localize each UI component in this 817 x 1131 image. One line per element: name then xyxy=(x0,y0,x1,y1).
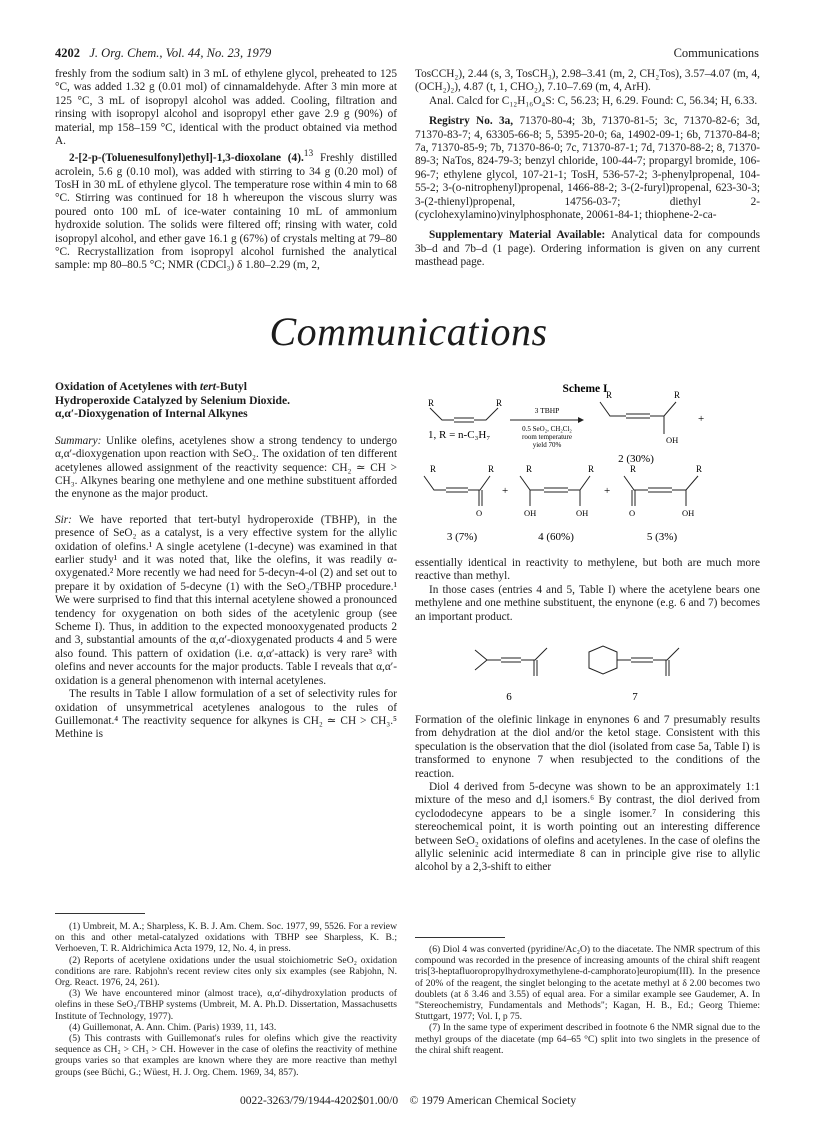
analysis: Anal. Calcd for C₁₂H₁₆O₄S: C, 56.23; H, 6.29. Found: C, 56.34; H, 6.33. xyxy=(429,94,758,107)
paragraph xyxy=(55,514,397,688)
registry-text: 71370-80-4; 3b, 71370-81-5; 3c, 71370-82-6; 3d, 71370-83-7; 4, 63305-66-8; 5, 5395-20-0; 6a, 14902-09-1; 6b, 71370-84-8; 7a, 71370-85-9; 7b, 71370-86-0; 7c, 71370-87-1; 7d, 71370-88-2; 8, 71370-89-3; NaTos, 824-79-3; benzyl chloride, 100-44-7; propargyl bromide, 106-96-7; ethylene glycol, 107-21-1; TosH, 536-57-2; 3-phenylpropenal, 104-55-2; 3-(o-nitrophenyl)propenal, 1466-88-2; 3-(2-furyl)propenal, 623-30-3; 3-(2-thienyl)propenal, 14756-03-7; diethyl 2-(cyclohexylamino)vinylphosphonate, 20061-84-1; thiophene-2-ca- xyxy=(415,115,760,222)
summary xyxy=(55,435,397,502)
running-header xyxy=(55,46,271,61)
compound-6-label: 6 xyxy=(506,691,512,703)
registry-heading: Registry No. 3a, xyxy=(429,115,514,128)
article-title xyxy=(55,380,397,421)
compound-5-structure xyxy=(624,476,698,506)
plus-sign: + xyxy=(502,485,509,497)
paragraph-text: We have reported that tert-butyl hydroperoxide (TBHP), in the presence of SeO₂ as a catalyst, is a very effective system for the allylic oxidation of olefins.¹ A single acetylene (1-decyne) was examined in that earlier study¹ and it was noted that, like the olefins, it was readily α-oxygenated.² More recently we had need for 5-decyn-4-ol (2) and set out to prepare it by oxidation of 5-decyne (1) with the SeO₂/TBHP procedure.¹ We were surprised to find that this internal acetylene showed a pronounced tendency for oxygenation on both sides of the acetylenic group (see Scheme I). Thus, in addition to the expected monooxygenated products 2 and 3, substantial amounts of the α,α′-dioxygenated products 4 and 5 were also found. This pattern of oxidation (i.e. α,α′-attack) is very rare³ with olefins and never accounts for the major products. Table I reveals that α,α′-oxidation is a general phenomenon with internal acetylenes. xyxy=(55,513,397,687)
section-header: Communications xyxy=(673,46,759,60)
compound-heading: 2-[2-p-(Toluenesulfonyl)ethyl]-1,3-dioxolane (4). xyxy=(69,152,304,165)
right-top-column xyxy=(415,68,760,270)
plus-sign: + xyxy=(698,413,705,425)
footer xyxy=(240,1095,576,1107)
r-group-label: R xyxy=(674,390,681,400)
paragraph: Formation of the olefinic linkage in enynones 6 and 7 presumably results from dehydration at the diol and/or the ketol stage. Consistent with this speculation is the observation that the diol (isolated from case 5a, Table I) is transformed to enynone 7 when resubjected to the conditions of the reaction. xyxy=(415,714,760,780)
paragraph xyxy=(55,148,397,272)
enynone-structures xyxy=(465,632,715,704)
r-group-label: R xyxy=(430,464,437,474)
compound-1-structure xyxy=(430,408,498,422)
paragraph: The results in Table I allow formulation of a set of selectivity rules for oxidation of unsymmetrical acetylenes analogous to the rules of Guillemonat.⁴ The reactivity sequence for alkynes is CH₂ ≃ CH > CH₃.⁵ Methine is xyxy=(55,688,397,741)
copyright: © 1979 American Chemical Society xyxy=(409,1095,577,1107)
r-group-label: R xyxy=(496,398,503,408)
paragraph: Diol 4 derived from 5-decyne was shown to be an approximately 1:1 mixture of the meso and d,l isomers.⁶ By contrast, the diol derived from cyclododecyne appears to be a single isomer.⁷ In considering this stereochemical point, it is worth pointing out an interesting difference between SeO₂ oxidations of olefins and acetylenes. In the case of olefins the allylic seleninic acid intermediate 8 can in principle give rise to allylic alcohol by a 2,3-shift to either xyxy=(415,781,760,874)
title-part: tert xyxy=(199,380,217,393)
footnote: (3) We have encountered minor (almost trace), α,α′-dihydroxylation products of olefins in these SeO₂/TBHP systems (Umbreit, M. A. Ph.D. Dissertation, Massachusetts Institute of Technology, 1977). xyxy=(55,988,397,1022)
title-part: -Butyl xyxy=(216,380,247,393)
reagent-text: yield 70% xyxy=(532,441,562,449)
supplementary-text: Analytical data for compounds 3b–d and 7b–d (1 page). Ordering information is given on any current masthead page. xyxy=(415,229,760,269)
ref-mark: 13 xyxy=(303,149,314,160)
carbonyl-label: O xyxy=(476,508,483,518)
page-number: 4202 xyxy=(55,46,80,60)
footnote: (1) Umbreit, M. A.; Sharpless, K. B. J. Am. Chem. Soc. 1977, 99, 5526. For a review on this and other metal-catalyzed oxidations with TBHP see Sharpless, K. B.; Verhoeven, T. R. Aldrichimica Acta 1979, 12, No. 4, in press. xyxy=(55,921,397,955)
compound-7-label: 7 xyxy=(632,691,638,703)
sir-label: Sir: xyxy=(55,513,72,526)
compound-3-label: 3 (7%) xyxy=(446,531,478,543)
summary-label: Summary: xyxy=(55,434,102,447)
paragraph: freshly from the sodium salt) in 3 mL of ethylene glycol, preheated to 125 °C, was added 1.32 g (0.01 mol) of cinnamaldehyde. After 3 min more at 125 °C, 3 mL of isopropyl alcohol was added. Cooling, filtration and rinsing with isopropyl alcohol and isopropyl ether gave 2.9 g (90%) of material, mp 158–159 °C, identical with the product obtained via method A. xyxy=(55,68,397,148)
paragraph: In those cases (entries 4 and 5, Table I) where the acetylene bears one methylene and one methine substituent, the enynone (e.g. 6 and 7) becomes an important product. xyxy=(415,583,760,623)
reagent-text: 0.5 SeO₂, CH₂Cl₂ xyxy=(522,425,572,433)
footnote: (6) Diol 4 was converted (pyridine/Ac₂O) to the diacetate. The NMR spectrum of this compound was recorded in the presence of increasing amounts of the chiral shift reagent tris[3-heptafluoropropylhydroxymethylene-d-camphorato]europium(III). In the presence of 20% of the reagent, the singlet belonging to the acetate methyl at δ 2.00 becomes two doublets (at δ 3.46 and 3.55) of equal area. For a similar example see Gaudemer, A. In "Stereochemistry, Fundamentals and Methods"; Kagan, H. B., Ed.; Georg Thieme: Stuttgart, 1977; Vol. I, p 75. xyxy=(415,944,760,1023)
footnote: (2) Reports of acetylene oxidations under the usual stoichiometric SeO₂ oxidation conditions are rare. Rabjohn's recent review cites only six examples (see Rabjohn, N. Org. React. 1976, 24, 261). xyxy=(55,954,397,989)
paragraph: TosCCH₂), 2.44 (s, 3, TosCH₃), 2.98–3.41 (m, 2, CH₂Tos), 3.57–4.07 (m, 4, (OCH₂)₂), 4.87 (t, 1, CHO₂), 7.10–7.69 (m, 4, ArH). xyxy=(415,68,760,94)
journal-citation: J. Org. Chem., Vol. 44, No. 23, 1979 xyxy=(89,46,272,60)
footnotes-left xyxy=(55,921,397,1078)
hydroxyl-label: OH xyxy=(682,508,695,518)
footnote: (5) This contrasts with Guillemonat's rules for olefins which give the reactivity sequence as CH₂ > CH₃ > CH. However in the case of olefins the reactivity of methine groups varies so that examples are known where they are more reactive than methyl groups (see Büchi, G.; Wüest, H. J. Org. Chem. 1969, 34, 857). xyxy=(55,1033,397,1078)
hydroxyl-label: OH xyxy=(524,508,537,518)
compound-6-structure xyxy=(475,648,547,676)
compound-2-label: 2 (30%) xyxy=(618,453,654,465)
r-group-label: R xyxy=(526,464,533,474)
title-part: Oxidation of Acetylenes with xyxy=(55,380,200,393)
paragraph-text: Freshly distilled acrolein, 5.6 g (0.10 mol), was added with stirring to 34 g (0.20 mol) of TosH in 30 mL of ethylene glycol. The temperature rose within 4 min to 68 °C. Stirring was continued for 18 h whereupon the viscous slurry was poured onto 100 mL of ice-water containing 10 mL of ammonium hydroxide solution. The solids were filtered off; rinsing with water, cold isopropyl alcohol, and ether gave 16.1 g (67%) of crystals melting at 79–80 °C. Recrystallization from isopropyl alcohol furnished the analytical sample: mp 80–80.5 °C; NMR (CDCl₃) δ 1.80–2.29 (m, 2, xyxy=(55,152,397,272)
title-part: α,α′-Dioxygenation of Internal Alkynes xyxy=(55,407,248,421)
reagent-text: room temperature xyxy=(522,433,572,441)
r-group-label: R xyxy=(428,398,435,408)
footnote: (7) In the same type of experiment described in footnote 6 the NMR signal due to the methyl groups of the diacetate (mp 64–65 °C) split into two singlets in the presence of the chiral shift reagent. xyxy=(415,1022,760,1056)
compound-3-structure xyxy=(424,476,490,506)
r-group-label: R xyxy=(606,390,613,400)
compound-1-label: 1, R = n-C₃H₇ xyxy=(428,429,491,441)
article-right-column-upper xyxy=(415,557,760,624)
footnote-divider xyxy=(415,937,505,938)
compound-7-structure xyxy=(589,646,679,676)
paragraph: essentially identical in reactivity to methylene, but both are much more reactive than methyl. xyxy=(415,557,760,583)
reagent-text: 3 TBHP xyxy=(534,406,560,415)
r-group-label: R xyxy=(696,464,703,474)
article-left-column xyxy=(55,380,397,742)
scheme-title: Scheme I xyxy=(562,383,608,395)
r-group-label: R xyxy=(588,464,595,474)
carbonyl-label: O xyxy=(629,508,636,518)
hydroxyl-label: OH xyxy=(576,508,589,518)
left-top-column xyxy=(55,68,397,273)
journal-code: 0022-3263/79/1944-4202$01.00/0 xyxy=(240,1095,399,1107)
summary-text: Unlike olefins, acetylenes show a strong tendency to undergo α,α′-dioxygenation upon reaction with SeO₂. The oxidation of ten different acetylenes allowed assignment of the reactivity sequence: CH₂ ≃ CH > CH₃. Alkynes bearing one methylene and one methine substituent afforded the enynone as the major product. xyxy=(55,434,397,501)
r-group-label: R xyxy=(630,464,637,474)
title-part: Hydroperoxide Catalyzed by Selenium Dioxide. xyxy=(55,393,290,407)
article-right-column-lower xyxy=(415,714,760,875)
footnote-divider xyxy=(55,913,145,914)
registry-paragraph xyxy=(415,115,760,222)
scheme-i-diagram xyxy=(410,380,760,550)
supplementary-heading: Supplementary Material Available: xyxy=(429,229,606,242)
section-title: Communications xyxy=(269,309,548,354)
compound-4-structure xyxy=(520,476,590,506)
r-group-label: R xyxy=(488,464,495,474)
footnotes-right xyxy=(415,944,760,1056)
supplementary-paragraph xyxy=(415,229,760,269)
hydroxyl-label: OH xyxy=(666,435,679,445)
compound-5-label: 5 (3%) xyxy=(646,531,678,543)
compound-4-label: 4 (60%) xyxy=(538,531,574,543)
plus-sign: + xyxy=(604,485,611,497)
arrowhead-icon xyxy=(578,417,584,423)
footnote: (4) Guillemonat, A. Ann. Chim. (Paris) 1939, 11, 143. xyxy=(69,1021,277,1033)
compound-2-structure xyxy=(600,402,676,434)
